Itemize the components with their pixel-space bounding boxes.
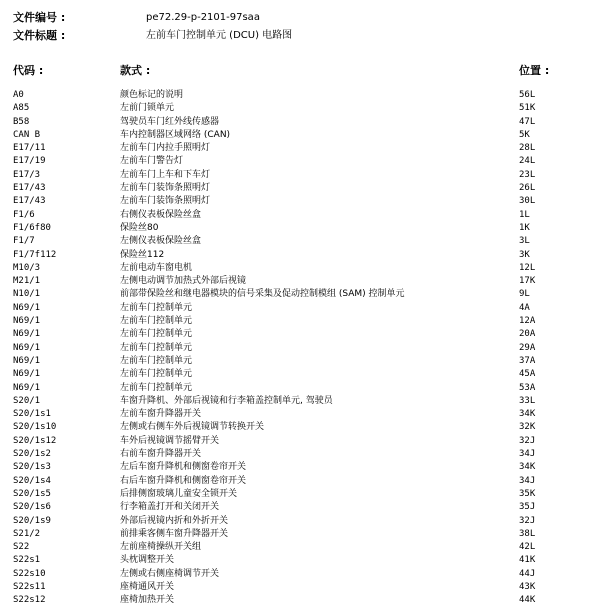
table-row bbox=[0, 262, 601, 275]
table-row bbox=[0, 528, 601, 541]
table-row bbox=[0, 116, 601, 129]
description-cell: 驾驶员车门红外线传感器 bbox=[120, 116, 220, 127]
table-row bbox=[0, 288, 601, 301]
table-row bbox=[0, 501, 601, 514]
table-row bbox=[0, 195, 601, 208]
table-row bbox=[0, 169, 601, 182]
table-row bbox=[0, 235, 601, 248]
description-cell: 行李箱盖打开和关闭开关 bbox=[120, 502, 220, 513]
code-cell: F1/6 bbox=[13, 209, 35, 220]
doc-number-label: 文件编号 : bbox=[13, 11, 66, 24]
code-cell: S21/2 bbox=[13, 528, 41, 539]
description-cell: 左侧电动调节加热式外部后视镜 bbox=[120, 276, 247, 287]
code-cell: N69/1 bbox=[13, 302, 41, 313]
position-cell: 32J bbox=[519, 515, 536, 526]
position-cell: 56L bbox=[519, 90, 536, 100]
column-header-code: 代码 : bbox=[13, 64, 44, 77]
description-cell: 左前车门控制单元 bbox=[120, 382, 193, 393]
table-row bbox=[0, 554, 601, 567]
code-cell: E17/43 bbox=[13, 196, 46, 207]
description-cell: 右前车窗升降器开关 bbox=[120, 449, 202, 460]
description-cell: 左前电动车窗电机 bbox=[120, 262, 193, 273]
position-cell: 20A bbox=[519, 329, 536, 340]
description-cell: 左前车门控制单元 bbox=[120, 355, 193, 366]
code-cell: N69/1 bbox=[13, 355, 41, 366]
code-cell: S22s11 bbox=[13, 581, 46, 592]
position-cell: 12L bbox=[519, 262, 536, 273]
table-row bbox=[0, 182, 601, 195]
code-cell: S22s1 bbox=[13, 555, 41, 566]
code-cell: E17/43 bbox=[13, 183, 46, 194]
table-row bbox=[0, 368, 601, 381]
code-cell: S20/1s12 bbox=[13, 435, 57, 446]
code-cell: E17/19 bbox=[13, 156, 46, 167]
code-cell: S20/1 bbox=[13, 395, 41, 406]
position-cell: 32K bbox=[519, 422, 536, 433]
position-cell: 34J bbox=[519, 475, 536, 486]
code-cell: CAN B bbox=[13, 129, 41, 140]
code-cell: E17/3 bbox=[13, 169, 41, 180]
description-cell: 左侧仪表板保险丝盒 bbox=[120, 236, 202, 247]
description-cell: 头枕调整开关 bbox=[120, 555, 175, 566]
table-row bbox=[0, 488, 601, 501]
table-row bbox=[0, 129, 601, 142]
description-cell: 保险丝80 bbox=[120, 222, 159, 233]
table-row bbox=[0, 342, 601, 355]
code-cell: S22s12 bbox=[13, 595, 46, 606]
table-row bbox=[0, 89, 601, 102]
doc-number-value: pe72.29-p-2101-97saa bbox=[146, 12, 260, 23]
position-cell: 43K bbox=[519, 581, 536, 592]
description-cell: 右侧仪表板保险丝盒 bbox=[120, 209, 202, 220]
description-cell: 左前车门控制单元 bbox=[120, 329, 193, 340]
table-row bbox=[0, 155, 601, 168]
description-cell: 左前车窗升降器开关 bbox=[120, 409, 202, 420]
description-cell: 后排侧窗玻璃儿童安全锁开关 bbox=[120, 488, 238, 499]
code-cell: S20/1s6 bbox=[13, 502, 51, 513]
position-cell: 23L bbox=[519, 169, 536, 180]
description-cell: 车外后视镜调节摇臂开关 bbox=[120, 435, 220, 446]
table-row bbox=[0, 328, 601, 341]
code-cell: S20/1s10 bbox=[13, 422, 57, 433]
code-cell: E17/11 bbox=[13, 143, 46, 154]
description-cell: 左前车门控制单元 bbox=[120, 316, 193, 327]
position-cell: 3L bbox=[519, 236, 530, 247]
position-cell: 42L bbox=[519, 542, 536, 553]
description-cell: 座椅加热开关 bbox=[120, 595, 175, 606]
column-header-style: 款式 : bbox=[120, 64, 151, 77]
position-cell: 26L bbox=[519, 183, 536, 194]
position-cell: 47L bbox=[519, 116, 536, 127]
position-cell: 37A bbox=[519, 355, 536, 366]
code-cell: F1/7 bbox=[13, 236, 35, 247]
position-cell: 51K bbox=[519, 103, 536, 114]
table-row bbox=[0, 222, 601, 235]
position-cell: 33L bbox=[519, 395, 536, 406]
table-row bbox=[0, 475, 601, 488]
column-header-position: 位置 : bbox=[519, 64, 550, 77]
table-row bbox=[0, 461, 601, 474]
position-cell: 1L bbox=[519, 209, 530, 220]
description-cell: 左侧或右侧座椅调节开关 bbox=[120, 568, 220, 579]
description-cell: 左前车门控制单元 bbox=[120, 369, 193, 380]
code-cell: M10/3 bbox=[13, 262, 41, 273]
position-cell: 34K bbox=[519, 409, 536, 420]
code-cell: F1/7f112 bbox=[13, 249, 57, 260]
description-cell: 左后车窗升降机和侧窗卷帘开关 bbox=[120, 462, 247, 473]
code-cell: B58 bbox=[13, 116, 30, 127]
component-table bbox=[0, 89, 601, 608]
position-cell: 24L bbox=[519, 156, 536, 167]
table-row bbox=[0, 249, 601, 262]
table-row bbox=[0, 435, 601, 448]
code-cell: M21/1 bbox=[13, 276, 41, 287]
position-cell: 45A bbox=[519, 369, 536, 380]
table-row bbox=[0, 102, 601, 115]
description-cell: 前排乘客侧车窗升降器开关 bbox=[120, 528, 229, 539]
description-cell: 前部带保险丝和继电器模块的信号采集及促动控制模组 (SAM) 控制单元 bbox=[120, 289, 405, 300]
doc-title-label: 文件标题 : bbox=[13, 29, 66, 42]
table-row bbox=[0, 209, 601, 222]
description-cell: 保险丝112 bbox=[120, 249, 165, 260]
table-row bbox=[0, 515, 601, 528]
code-cell: S20/1s5 bbox=[13, 488, 51, 499]
code-cell: S20/1s3 bbox=[13, 462, 51, 473]
table-row bbox=[0, 315, 601, 328]
table-row bbox=[0, 382, 601, 395]
table-row bbox=[0, 408, 601, 421]
description-cell: 左前车门警告灯 bbox=[120, 156, 184, 167]
table-row bbox=[0, 581, 601, 594]
table-row bbox=[0, 275, 601, 288]
table-row bbox=[0, 421, 601, 434]
position-cell: 35J bbox=[519, 502, 536, 513]
position-cell: 41K bbox=[519, 555, 536, 566]
description-cell: 座椅通风开关 bbox=[120, 581, 175, 592]
doc-title-value: 左前车门控制单元 (DCU) 电路图 bbox=[146, 30, 293, 41]
position-cell: 28L bbox=[519, 143, 536, 154]
description-cell: 右后车窗升降机和侧窗卷帘开关 bbox=[120, 475, 247, 486]
description-cell: 左前车门装饰条照明灯 bbox=[120, 183, 211, 194]
description-cell: 颜色标记的说明 bbox=[120, 90, 184, 100]
code-cell: S22s10 bbox=[13, 568, 46, 579]
description-cell: 左前车门控制单元 bbox=[120, 302, 193, 313]
description-cell: 左前座椅操纵开关组 bbox=[120, 542, 202, 553]
position-cell: 34J bbox=[519, 449, 536, 460]
position-cell: 1K bbox=[519, 222, 530, 233]
position-cell: 34K bbox=[519, 462, 536, 473]
position-cell: 53A bbox=[519, 382, 536, 393]
position-cell: 38L bbox=[519, 528, 536, 539]
code-cell: N69/1 bbox=[13, 382, 41, 393]
code-cell: N69/1 bbox=[13, 342, 41, 353]
position-cell: 4A bbox=[519, 302, 530, 313]
position-cell: 9L bbox=[519, 289, 530, 300]
table-row bbox=[0, 541, 601, 554]
table-row bbox=[0, 355, 601, 368]
position-cell: 32J bbox=[519, 435, 536, 446]
description-cell: 车窗升降机、外部后视镜和行李箱盖控制单元, 驾驶员 bbox=[120, 395, 333, 406]
position-cell: 12A bbox=[519, 316, 536, 327]
description-cell: 左前车门装饰条照明灯 bbox=[120, 196, 211, 207]
position-cell: 44K bbox=[519, 595, 536, 606]
position-cell: 5K bbox=[519, 129, 530, 140]
position-cell: 44J bbox=[519, 568, 536, 579]
description-cell: 左前门锁单元 bbox=[120, 103, 175, 114]
description-cell: 车内控制器区域网络 (CAN) bbox=[120, 129, 231, 140]
code-cell: N10/1 bbox=[13, 289, 41, 300]
code-cell: S20/1s2 bbox=[13, 449, 51, 460]
position-cell: 3K bbox=[519, 249, 530, 260]
position-cell: 29A bbox=[519, 342, 536, 353]
code-cell: S20/1s1 bbox=[13, 409, 51, 420]
code-cell: A0 bbox=[13, 90, 24, 100]
position-cell: 17K bbox=[519, 276, 536, 287]
description-cell: 左前车门内拉手照明灯 bbox=[120, 143, 211, 154]
position-cell: 30L bbox=[519, 196, 536, 207]
code-cell: N69/1 bbox=[13, 369, 41, 380]
description-cell: 左侧或右侧车外后视镜调节转换开关 bbox=[120, 422, 265, 433]
table-row bbox=[0, 142, 601, 155]
code-cell: N69/1 bbox=[13, 329, 41, 340]
table-row bbox=[0, 395, 601, 408]
description-cell: 外部后视镜内折和外折开关 bbox=[120, 515, 229, 526]
code-cell: N69/1 bbox=[13, 316, 41, 327]
table-row bbox=[0, 302, 601, 315]
position-cell: 35K bbox=[519, 488, 536, 499]
description-cell: 左前车门控制单元 bbox=[120, 342, 193, 353]
description-cell: 左前车门上车和下车灯 bbox=[120, 169, 211, 180]
code-cell: A85 bbox=[13, 103, 30, 114]
code-cell: S22 bbox=[13, 542, 30, 553]
table-row bbox=[0, 568, 601, 581]
table-row bbox=[0, 448, 601, 461]
code-cell: F1/6f80 bbox=[13, 222, 51, 233]
code-cell: S20/1s4 bbox=[13, 475, 51, 486]
code-cell: S20/1s9 bbox=[13, 515, 51, 526]
